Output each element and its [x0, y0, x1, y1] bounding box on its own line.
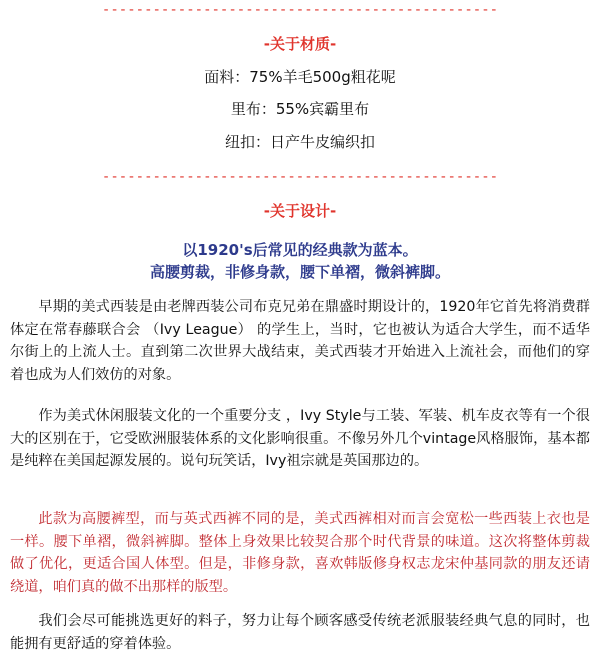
middle-divider: ----------------------------------------------- [101, 169, 499, 185]
material-section-title: -关于材质- [263, 35, 337, 53]
fabric-line: 面料：75%羊毛500g粗花呢 [204, 68, 396, 86]
closing-paragraph: 我们会尽可能挑选更好的料子，努力让每个顾客感受传统老派服装经典气息的同时，也能拥有更舒适的穿着体验。 [10, 613, 590, 652]
design-highlight-1: 以1920's后常见的经典款为蓝本。 [182, 241, 418, 259]
design-section-title: -关于设计- [263, 202, 337, 220]
buttons-line: 纽扣：日产牛皮编织扣 [224, 133, 375, 151]
product-detail-paragraph: 此款为高腰裤型，而与英式西裤不同的是，美式西裤相对而言会宽松一些西装上衣也是一样。腰下单褶，微斜裤脚。整体上身效果比较契合那个时代背景的味道。这次将整体剪裁做了优化，更适合国人体型。但是，非修身款，喜欢韩版修身权志龙宋仲基同款的朋友还请绕道，咱们真的做不出那样的版型。 [10, 511, 590, 595]
top-divider: ----------------------------------------------- [101, 2, 499, 18]
design-highlight-2: 高腰剪裁，非修身款，腰下单褶，微斜裤脚。 [149, 263, 450, 281]
history-paragraph: 早期的美式西装是由老牌西装公司布克兄弟在鼎盛时期设计的，1920年它首先将消费群体定在常春藤联合会 （Ivy League） 的学生上，当时，它也被认为适合大学生，而不适华尔街上的上流人士。直到第二次世界大战结束，美式西装才开始进入上流社会，而他们的穿着也成为人们效仿的对象。 [10, 299, 590, 383]
ivy-style-paragraph: 作为美式休闲服装文化的一个重要分支 ，Ivy Style与工装、军装、机车皮衣等有一个很大的区别在于，它受欧洲服装体系的文化影响很重。不像另外几个vintage风格服饰，基本都是纯粹在美国起源发展的。说句玩笑话，Ivy祖宗就是英国那边的。 [10, 408, 590, 469]
lining-line: 里布：55%宾霸里布 [230, 100, 370, 118]
